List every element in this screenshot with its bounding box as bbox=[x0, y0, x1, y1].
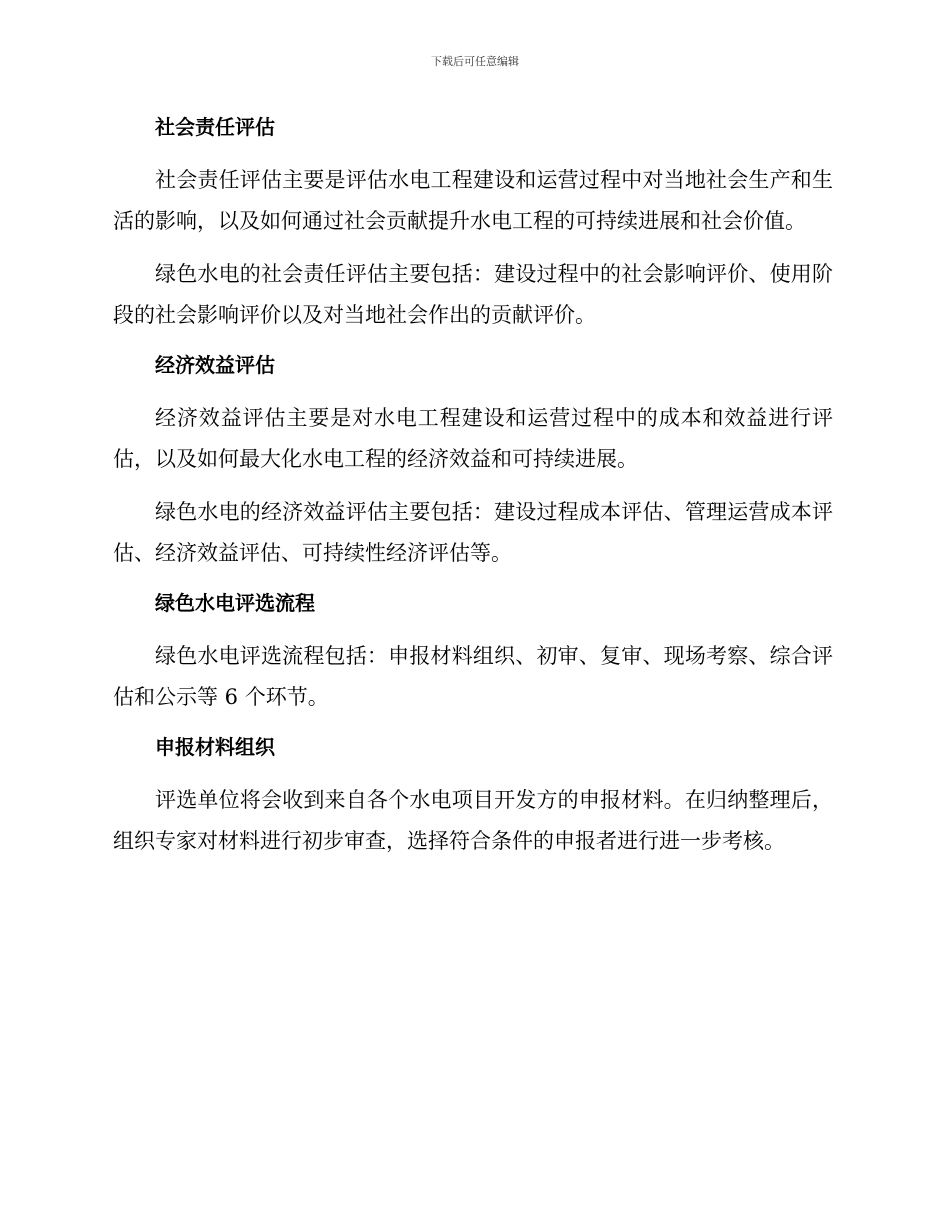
section-selection-process bbox=[113, 586, 833, 718]
paragraph: 评选单位将会收到来自各个水电项目开发方的申报材料。在归纳整理后，组织专家对材料进行初步审查，选择符合条件的申报者进行进一步考核。 bbox=[113, 788, 833, 853]
paragraph: 经济效益评估主要是对水电工程建设和运营过程中的成本和效益进行评估，以及如何最大化水电工程的经济效益和可持续进展。 bbox=[113, 406, 833, 471]
document-body bbox=[113, 110, 833, 874]
page-header: 下载后可任意编辑 bbox=[431, 55, 519, 68]
paragraph: 社会责任评估主要是评估水电工程建设和运营过程中对当地社会生产和生活的影响，以及如何通过社会贡献提升水电工程的可持续进展和社会价值。 bbox=[113, 168, 833, 233]
section-heading: 社会责任评估 bbox=[155, 115, 275, 139]
paragraph: 绿色水电评选流程包括：申报材料组织、初审、复审、现场考察、综合评估和公示等 6 个环节。 bbox=[113, 644, 833, 709]
section-heading: 经济效益评估 bbox=[155, 353, 275, 377]
section-economic-benefit bbox=[113, 348, 833, 574]
section-heading: 申报材料组织 bbox=[155, 735, 275, 759]
section-social-responsibility bbox=[113, 110, 833, 336]
section-application-materials bbox=[113, 730, 833, 862]
section-heading: 绿色水电评选流程 bbox=[155, 591, 315, 615]
paragraph: 绿色水电的经济效益评估主要包括：建设过程成本评估、管理运营成本评估、经济效益评估、可持续性经济评估等。 bbox=[113, 500, 833, 565]
paragraph: 绿色水电的社会责任评估主要包括：建设过程中的社会影响评价、使用阶段的社会影响评价以及对当地社会作出的贡献评价。 bbox=[113, 262, 833, 327]
